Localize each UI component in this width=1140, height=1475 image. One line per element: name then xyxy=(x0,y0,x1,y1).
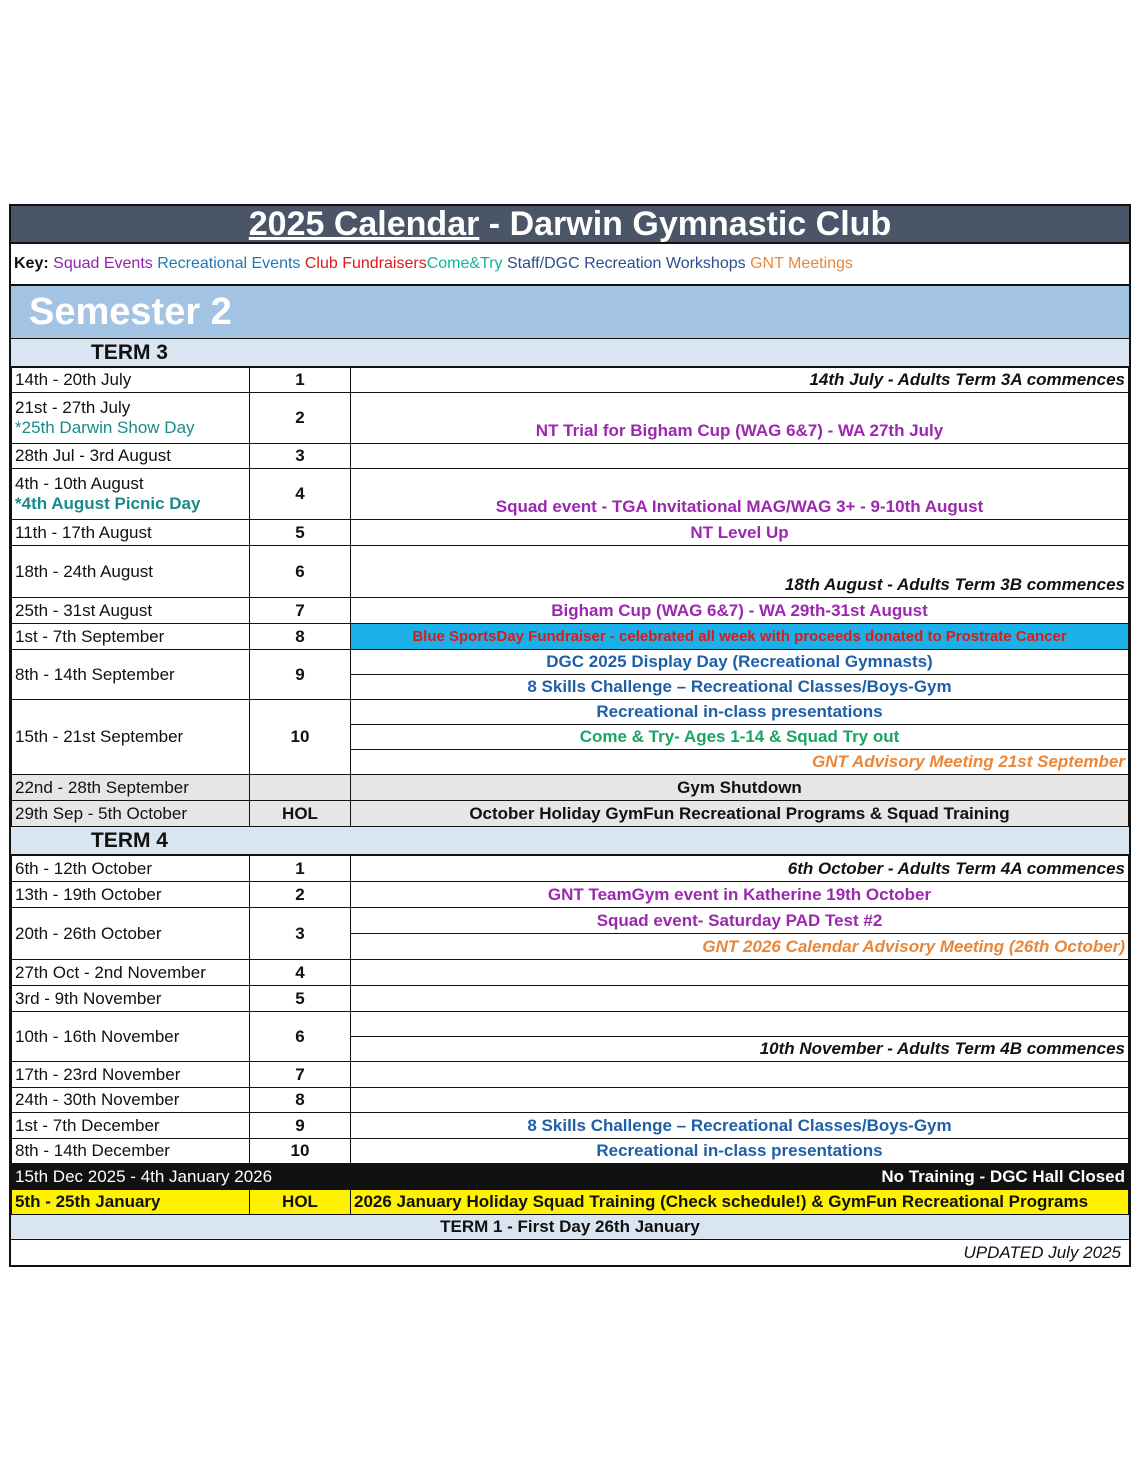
week-dates: 27th Oct - 2nd November xyxy=(12,960,250,986)
week-number: 5 xyxy=(250,986,351,1012)
event-holiday-programs: October Holiday GymFun Recreational Programs & Squad Training xyxy=(351,801,1129,827)
table-row xyxy=(12,598,1129,624)
week-dates: 29th Sep - 5th October xyxy=(12,801,250,827)
week-dates: 8th - 14th December xyxy=(12,1139,250,1164)
week-dates: 1st - 7th September xyxy=(12,624,250,650)
event-empty xyxy=(351,1062,1129,1088)
key-label: Key: xyxy=(14,255,49,272)
week-dates: 18th - 24th August xyxy=(12,546,250,598)
event-squad: NT Level Up xyxy=(351,520,1129,546)
week-dates: 14th - 20th July xyxy=(12,368,250,393)
week-number: 10 xyxy=(250,700,351,775)
event-recreational: DGC 2025 Display Day (Recreational Gymnasts) xyxy=(351,650,1129,675)
week-dates: 13th - 19th October xyxy=(12,882,250,908)
week-number: 8 xyxy=(250,1088,351,1113)
event-empty xyxy=(351,986,1129,1012)
event-adults-term: 14th July - Adults Term 3A commences xyxy=(351,368,1129,393)
term3-label: TERM 3 xyxy=(90,341,168,364)
event-empty xyxy=(351,960,1129,986)
term3-heading xyxy=(11,339,1129,367)
key-staff-workshops: Staff/DGC Recreation Workshops xyxy=(507,255,746,272)
week-dates: 6th - 12th October xyxy=(12,856,250,882)
table-row xyxy=(12,469,1129,520)
week-number: 4 xyxy=(250,469,351,520)
week-number: 5 xyxy=(250,520,351,546)
event-empty xyxy=(351,1088,1129,1113)
week-dates: 11th - 17th August xyxy=(12,520,250,546)
table-row xyxy=(12,700,1129,725)
event-adults-term: 18th August - Adults Term 3B commences xyxy=(351,546,1129,598)
color-key xyxy=(11,244,1129,286)
week-number: 3 xyxy=(250,444,351,469)
table-row xyxy=(12,368,1129,393)
week-dates-main: 4th - 10th August xyxy=(15,474,144,493)
week-dates: 20th - 26th October xyxy=(12,908,250,960)
event-squad: Bigham Cup (WAG 6&7) - WA 29th-31st August xyxy=(351,598,1129,624)
event-fundraiser: Blue SportsDay Fundraiser - celebrated all week with proceeds donated to Prostrate Cancer xyxy=(351,624,1129,650)
table-row xyxy=(12,856,1129,882)
table-row xyxy=(12,775,1129,801)
semester-heading: Semester 2 xyxy=(11,286,1129,339)
week-number: 4 xyxy=(250,960,351,986)
event-empty xyxy=(351,1012,1129,1037)
table-row xyxy=(12,986,1129,1012)
event-squad: NT Trial for Bigham Cup (WAG 6&7) - WA 27th July xyxy=(351,393,1129,444)
table-row xyxy=(12,444,1129,469)
title-year: 2025 Calendar xyxy=(248,205,480,243)
event-gnt-meeting: GNT Advisory Meeting 21st September xyxy=(351,750,1129,775)
week-dates: 25th - 31st August xyxy=(12,598,250,624)
week-number: 2 xyxy=(250,882,351,908)
event-squad: Squad event - TGA Invitational MAG/WAG 3+ - 9-10th August xyxy=(351,469,1129,520)
table-row xyxy=(12,1062,1129,1088)
table-row xyxy=(12,650,1129,675)
table-row xyxy=(12,1012,1129,1037)
table-row xyxy=(12,624,1129,650)
term3-table xyxy=(11,367,1129,827)
week-dates: 5th - 25th January xyxy=(12,1190,250,1215)
table-row xyxy=(12,1088,1129,1113)
table-row xyxy=(12,908,1129,934)
event-squad: GNT TeamGym event in Katherine 19th October xyxy=(351,882,1129,908)
table-row xyxy=(12,546,1129,598)
week-number xyxy=(250,775,351,801)
week-dates: 10th - 16th November xyxy=(12,1012,250,1062)
week-dates: 3rd - 9th November xyxy=(12,986,250,1012)
week-dates: 24th - 30th November xyxy=(12,1088,250,1113)
week-number: 9 xyxy=(250,1113,351,1139)
key-club-fundraisers: Club Fundraisers xyxy=(304,255,427,272)
table-row xyxy=(12,1113,1129,1139)
event-adults-term: 10th November - Adults Term 4B commences xyxy=(351,1037,1129,1062)
event-recreational: 8 Skills Challenge – Recreational Classes/Boys-Gym xyxy=(351,1113,1129,1139)
term4-table xyxy=(11,855,1129,1215)
week-dates: 1st - 7th December xyxy=(12,1113,250,1139)
week-dates xyxy=(12,469,250,520)
week-dates: 28th Jul - 3rd August xyxy=(12,444,250,469)
week-number: 1 xyxy=(250,368,351,393)
updated-note: UPDATED July 2025 xyxy=(963,1243,1121,1262)
week-number: 10 xyxy=(250,1139,351,1164)
week-number: HOL xyxy=(250,1190,351,1215)
week-number: 3 xyxy=(250,908,351,960)
public-holiday-note: *25th Darwin Show Day xyxy=(15,418,195,437)
table-row xyxy=(12,882,1129,908)
week-dates: 17th - 23rd November xyxy=(12,1062,250,1088)
week-dates: 8th - 14th September xyxy=(12,650,250,700)
key-recreational-events: Recreational Events xyxy=(157,255,301,272)
table-row xyxy=(12,393,1129,444)
calendar-title xyxy=(11,206,1129,244)
week-number: 7 xyxy=(250,1062,351,1088)
term4-label: TERM 4 xyxy=(90,829,168,852)
event-gnt-meeting: GNT 2026 Calendar Advisory Meeting (26th October) xyxy=(351,934,1129,960)
table-row xyxy=(12,960,1129,986)
event-hall-closed: No Training - DGC Hall Closed xyxy=(351,1164,1129,1190)
week-number: 8 xyxy=(250,624,351,650)
week-dates: 15th - 21st September xyxy=(12,700,250,775)
event-adults-term: 6th October - Adults Term 4A commences xyxy=(351,856,1129,882)
key-squad-events: Squad Events xyxy=(53,255,153,272)
event-shutdown: Gym Shutdown xyxy=(351,775,1129,801)
key-come-try: Come&Try xyxy=(426,255,503,272)
event-empty xyxy=(351,444,1129,469)
week-number: HOL xyxy=(250,801,351,827)
table-row xyxy=(12,801,1129,827)
event-squad: Squad event- Saturday PAD Test #2 xyxy=(351,908,1129,934)
event-recreational: Recreational in-class presentations xyxy=(351,700,1129,725)
title-club: - Darwin Gymnastic Club xyxy=(479,205,892,243)
week-number: 7 xyxy=(250,598,351,624)
closure-dates: 15th Dec 2025 - 4th January 2026 xyxy=(12,1164,351,1190)
term1-start: TERM 1 - First Day 26th January xyxy=(11,1215,1129,1240)
table-row xyxy=(12,1139,1129,1164)
week-number: 6 xyxy=(250,546,351,598)
event-january-holiday: 2026 January Holiday Squad Training (Check schedule!) & GymFun Recreational Programs xyxy=(351,1190,1129,1215)
week-number: 2 xyxy=(250,393,351,444)
term4-heading xyxy=(11,827,1129,855)
event-recreational: Recreational in-class presentations xyxy=(351,1139,1129,1164)
week-dates: 22nd - 28th September xyxy=(12,775,250,801)
calendar-sheet xyxy=(9,204,1131,1267)
table-row xyxy=(12,1190,1129,1215)
table-row xyxy=(12,520,1129,546)
week-number: 9 xyxy=(250,650,351,700)
public-holiday-note: *4th August Picnic Day xyxy=(15,494,201,513)
event-come-try: Come & Try- Ages 1-14 & Squad Try out xyxy=(351,725,1129,750)
week-dates-main: 21st - 27th July xyxy=(15,398,131,417)
week-number: 1 xyxy=(250,856,351,882)
key-gnt-meetings: GNT Meetings xyxy=(750,255,853,272)
week-number: 6 xyxy=(250,1012,351,1062)
week-dates xyxy=(12,393,250,444)
event-recreational: 8 Skills Challenge – Recreational Classes/Boys-Gym xyxy=(351,675,1129,700)
table-row xyxy=(12,1164,1129,1190)
